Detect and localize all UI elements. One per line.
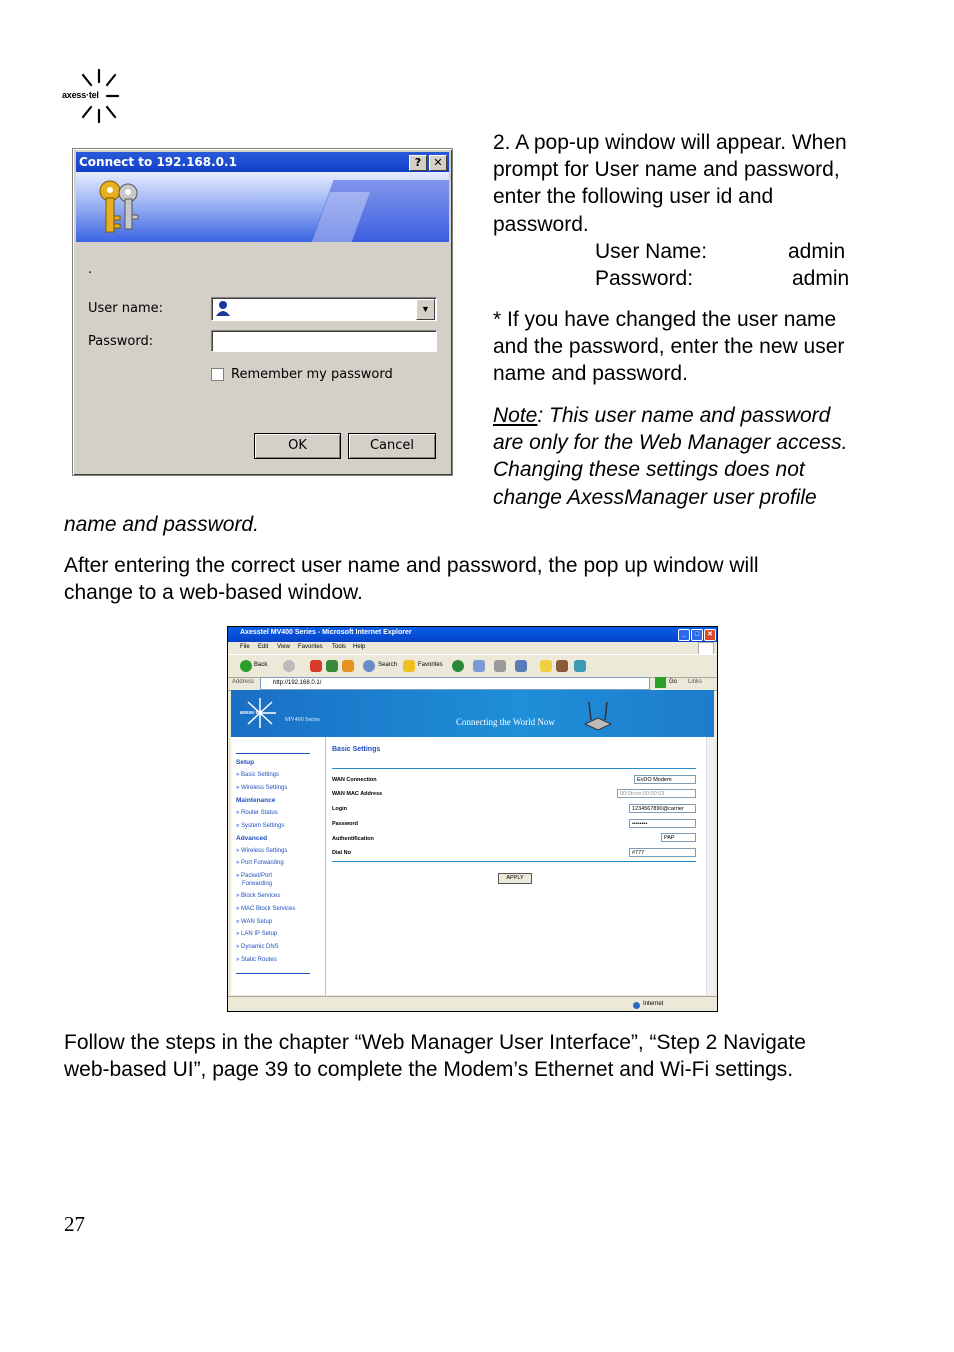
- browser-screenshot: [227, 626, 718, 1012]
- wan-mac-field[interactable]: 00:0b:ee:00:00:03: [617, 789, 696, 798]
- password-label: Password: [332, 821, 358, 827]
- research-icon[interactable]: [556, 660, 568, 672]
- favorites-label[interactable]: Favorites: [418, 662, 443, 668]
- search-label[interactable]: Search: [378, 662, 398, 668]
- dialog-banner: [76, 172, 449, 242]
- apply-button[interactable]: APPLY: [498, 873, 532, 884]
- web-manager-page: [231, 690, 714, 995]
- refresh-icon[interactable]: [326, 660, 338, 672]
- address-label: Address: [232, 679, 255, 685]
- header-tagline: Connecting the World Now: [456, 717, 555, 727]
- ok-button[interactable]: OK: [254, 433, 341, 459]
- keys-icon: [94, 178, 148, 236]
- remember-checkbox[interactable]: [211, 368, 224, 381]
- cancel-button[interactable]: Cancel: [348, 433, 436, 459]
- help-button[interactable]: ?: [409, 155, 427, 171]
- menu-favorites[interactable]: Favorites: [298, 644, 323, 650]
- nav-block-services[interactable]: » Block Services: [236, 893, 281, 899]
- header-brand: axess·tel: [240, 710, 262, 716]
- nav-static-routes[interactable]: » Static Routes: [236, 957, 277, 963]
- changed-credentials-note: * If you have changed the user name and the password, enter the new user name and password.: [493, 308, 845, 386]
- messenger-icon[interactable]: [574, 660, 586, 672]
- credential-username-value: admin: [788, 240, 846, 263]
- stop-icon[interactable]: [310, 660, 322, 672]
- menu-help[interactable]: Help: [353, 644, 366, 650]
- favorites-icon[interactable]: [403, 660, 415, 672]
- nav-setup-heading: Setup: [236, 759, 255, 766]
- close-icon[interactable]: ✕: [704, 629, 716, 641]
- header-series: MV400 Series: [285, 717, 320, 723]
- settings-content: [326, 737, 706, 995]
- menu-edit[interactable]: Edit: [258, 644, 269, 650]
- axesstel-logo: [62, 68, 120, 124]
- forward-icon[interactable]: [283, 660, 295, 672]
- nav-packet-port-cont[interactable]: Forwarding: [242, 881, 273, 887]
- address-input[interactable]: http://192.168.0.1/: [260, 677, 650, 690]
- router-icon: [583, 700, 613, 732]
- web-manager-header: [231, 690, 714, 737]
- password-input[interactable]: [211, 330, 437, 352]
- dialog-dot: .: [88, 262, 93, 277]
- mail-icon[interactable]: [473, 660, 485, 672]
- logo-wordmark: axess·tel: [62, 90, 99, 100]
- side-navigation: [231, 737, 326, 995]
- dialog-titlebar: [76, 152, 449, 172]
- authentification-select[interactable]: PAP: [661, 833, 696, 842]
- nav-lan-ip[interactable]: » LAN IP Setup: [236, 931, 278, 937]
- print-icon[interactable]: [494, 660, 506, 672]
- nav-adv-wireless[interactable]: » Wireless Settings: [236, 848, 288, 854]
- credential-password-label: Password:: [595, 267, 694, 290]
- dial-no-label: Dial No: [332, 850, 351, 856]
- page-scrollbar[interactable]: [706, 737, 715, 995]
- go-label[interactable]: Go: [669, 679, 678, 685]
- browser-menubar: [228, 642, 717, 654]
- remember-label: Remember my password: [231, 367, 393, 382]
- credential-password-value: admin: [792, 267, 850, 290]
- after-paragraph: After entering the correct user name and password, the pop up window will change to a web-based window.: [64, 554, 759, 605]
- nav-system-settings[interactable]: » System Settings: [236, 823, 285, 829]
- nav-wireless-settings[interactable]: » Wireless Settings: [236, 785, 288, 791]
- content-heading: Basic Settings: [332, 746, 381, 753]
- note-last-line: name and password.: [64, 513, 259, 536]
- note-label: Note: [493, 404, 538, 427]
- menu-view[interactable]: View: [277, 644, 290, 650]
- nav-mac-block[interactable]: » MAC Block Services: [236, 906, 296, 912]
- nav-port-forwarding[interactable]: » Port Forwarding: [236, 860, 284, 866]
- close-button[interactable]: ✕: [429, 155, 447, 171]
- dial-no-field[interactable]: #777: [629, 848, 696, 857]
- nav-dynamic-dns[interactable]: » Dynamic DNS: [236, 944, 279, 950]
- edit-icon[interactable]: [515, 660, 527, 672]
- step-instruction: 2. A pop-up window will appear. When prompt for User name and password, enter the following user id and password.: [493, 131, 847, 236]
- nav-maintenance-heading: Maintenance: [236, 797, 276, 804]
- connect-dialog: [72, 148, 453, 476]
- nav-wan-setup[interactable]: » WAN Setup: [236, 919, 273, 925]
- maximize-icon[interactable]: □: [691, 629, 703, 641]
- username-combobox[interactable]: [211, 297, 437, 321]
- nav-packet-port[interactable]: » Packet/Port: [236, 873, 273, 879]
- menu-file[interactable]: File: [240, 644, 250, 650]
- links-label[interactable]: Links: [688, 679, 703, 685]
- nav-basic-settings[interactable]: » Basic Settings: [236, 772, 280, 778]
- wan-mac-label: WAN MAC Address: [332, 791, 383, 797]
- folder-icon[interactable]: [540, 660, 552, 672]
- search-icon[interactable]: [363, 660, 375, 672]
- browser-titlebar: [228, 627, 717, 642]
- go-icon[interactable]: [655, 677, 666, 688]
- user-icon: [215, 300, 231, 317]
- browser-title: Axesstel MV400 Series - Microsoft Internet Explorer: [240, 629, 412, 636]
- internet-zone-icon: [633, 1002, 640, 1009]
- password-field[interactable]: ••••••••: [629, 819, 696, 828]
- media-icon[interactable]: [452, 660, 464, 672]
- back-label[interactable]: Back: [254, 662, 268, 668]
- nav-advanced-heading: Advanced: [236, 835, 268, 842]
- web-manager-note: Note: This user name and password are only for the Web Manager access. Changing these settings does not change AxessManager user profile: [493, 404, 848, 509]
- browser-statusbar: [228, 996, 717, 1012]
- username-label: User name:: [88, 301, 164, 316]
- password-label: Password:: [88, 334, 154, 349]
- dropdown-arrow-icon[interactable]: ▼: [416, 299, 435, 320]
- status-zone: Internet: [643, 1001, 664, 1007]
- login-field[interactable]: 1234567890@carrier: [629, 804, 696, 813]
- follow-paragraph: Follow the steps in the chapter “Web Manager User Interface”, “Step 2 Navigate web-based UI”, page 39 to complete the Modem’s Ethernet and Wi-Fi settings.: [64, 1031, 806, 1082]
- menu-tools[interactable]: Tools: [332, 644, 347, 650]
- page-number: 27: [64, 1212, 85, 1236]
- wan-connection-select[interactable]: EvDO Modem: [634, 775, 696, 784]
- home-icon[interactable]: [342, 660, 354, 672]
- authentification-label: Authentification: [332, 836, 374, 842]
- address-bar: [228, 676, 717, 691]
- back-icon[interactable]: [240, 660, 252, 672]
- wan-connection-label: WAN Connection: [332, 777, 377, 783]
- browser-toolbar: [228, 654, 717, 678]
- nav-router-status[interactable]: » Router Status: [236, 810, 278, 816]
- minimize-icon[interactable]: _: [678, 629, 690, 641]
- dialog-title: Connect to 192.168.0.1: [79, 155, 237, 169]
- login-label: Login: [332, 806, 347, 812]
- credential-username-label: User Name:: [595, 240, 708, 263]
